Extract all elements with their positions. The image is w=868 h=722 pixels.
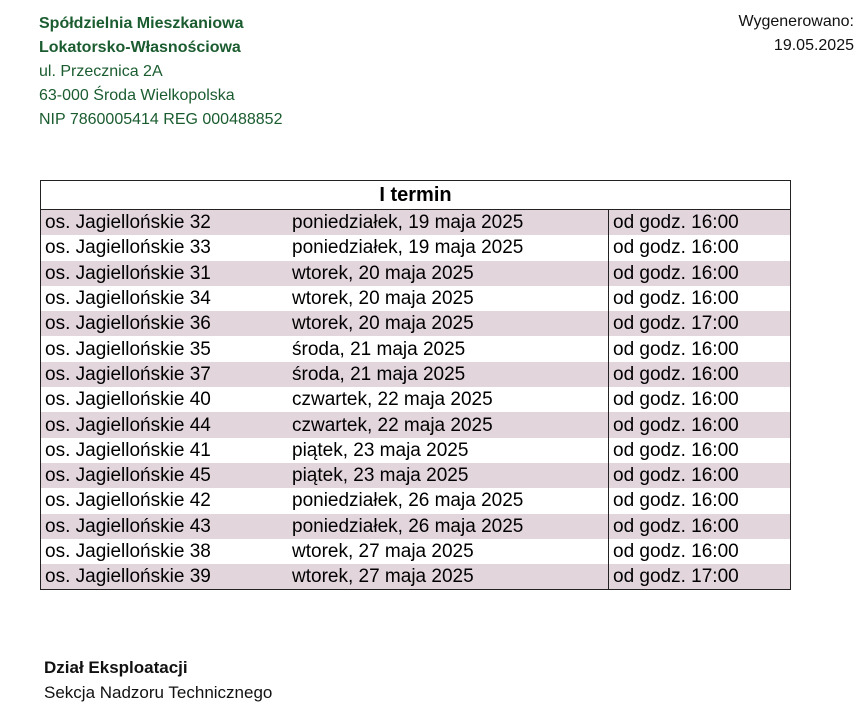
address-cell: os. Jagiellońskie 44 [41, 412, 289, 437]
generated-date: 19.05.2025 [773, 37, 854, 54]
time-cell: od godz. 16:00 [609, 286, 791, 311]
time-cell: od godz. 16:00 [609, 387, 791, 412]
time-cell: od godz. 16:00 [609, 463, 791, 488]
address-cell: os. Jagiellońskie 42 [45, 490, 211, 512]
address-cell: os. Jagiellońskie 41 [45, 439, 211, 461]
table-row [41, 286, 791, 311]
organization-header [39, 12, 282, 132]
table-row [41, 210, 791, 236]
org-name-line2: Lokatorsko-Własnościowa [39, 39, 241, 56]
date-cell: środa, 21 maja 2025 [288, 362, 609, 387]
org-street: ul. Przecznica 2A [39, 63, 163, 80]
table-row [41, 539, 791, 564]
address-cell: os. Jagiellońskie 40 [45, 389, 211, 411]
date-cell: wtorek, 20 maja 2025 [292, 288, 474, 310]
table-row [41, 463, 791, 488]
org-city: 63-000 Środa Wielkopolska [39, 87, 235, 104]
table-row [41, 311, 791, 336]
date-cell: czwartek, 22 maja 2025 [292, 389, 493, 411]
time-cell: od godz. 17:00 [609, 564, 791, 590]
time-cell: od godz. 16:00 [609, 336, 791, 361]
table-row [41, 564, 791, 590]
schedule-title: I termin [41, 181, 791, 210]
table-row [41, 387, 791, 412]
address-cell: os. Jagiellońskie 35 [45, 338, 211, 360]
date-cell: wtorek, 27 maja 2025 [288, 564, 609, 590]
table-row [41, 362, 791, 387]
table-row [41, 261, 791, 286]
date-cell: środa, 21 maja 2025 [292, 338, 466, 360]
date-cell: poniedziałek, 26 maja 2025 [292, 490, 524, 512]
date-cell: piątek, 23 maja 2025 [288, 463, 609, 488]
footer-signature [44, 655, 272, 705]
table-row [41, 488, 791, 513]
time-cell: od godz. 17:00 [609, 311, 791, 336]
address-cell: os. Jagiellońskie 43 [41, 514, 289, 539]
time-cell: od godz. 16:00 [609, 412, 791, 437]
org-ids: NIP 7860005414 REG 000488852 [39, 111, 283, 128]
generated-label: Wygenerowano: [738, 13, 854, 30]
footer-section: Sekcja Nadzoru Technicznego [44, 683, 273, 702]
address-cell: os. Jagiellońskie 45 [41, 463, 289, 488]
table-row [41, 235, 791, 260]
address-cell: os. Jagiellońskie 36 [41, 311, 289, 336]
table-row [41, 438, 791, 463]
address-cell: os. Jagiellońskie 34 [45, 288, 211, 310]
table-row [41, 336, 791, 361]
time-cell: od godz. 16:00 [609, 488, 791, 513]
date-cell: wtorek, 20 maja 2025 [288, 311, 609, 336]
time-cell: od godz. 16:00 [609, 362, 791, 387]
time-cell: od godz. 16:00 [609, 438, 791, 463]
date-cell: czwartek, 22 maja 2025 [288, 412, 609, 437]
address-cell: os. Jagiellońskie 33 [45, 237, 211, 259]
date-cell: poniedziałek, 19 maja 2025 [292, 237, 524, 259]
org-name-line1: Spółdzielnia Mieszkaniowa [39, 15, 244, 32]
generated-info [739, 10, 854, 58]
schedule-table [40, 180, 791, 590]
date-cell: wtorek, 27 maja 2025 [292, 541, 474, 562]
address-cell: os. Jagiellońskie 39 [41, 564, 289, 590]
time-cell: od godz. 16:00 [609, 261, 791, 286]
schedule-body [41, 210, 791, 590]
date-cell: wtorek, 20 maja 2025 [288, 261, 609, 286]
date-cell: poniedziałek, 26 maja 2025 [288, 514, 609, 539]
date-cell: poniedziałek, 19 maja 2025 [288, 210, 609, 236]
date-cell: piątek, 23 maja 2025 [292, 439, 469, 461]
footer-department: Dział Eksploatacji [44, 658, 188, 677]
table-row [41, 412, 791, 437]
schedule-header-row [41, 181, 791, 210]
address-cell: os. Jagiellońskie 37 [41, 362, 289, 387]
address-cell: os. Jagiellońskie 31 [41, 261, 289, 286]
time-cell: od godz. 16:00 [609, 539, 791, 564]
time-cell: od godz. 16:00 [609, 210, 791, 236]
time-cell: od godz. 16:00 [609, 514, 791, 539]
address-cell: os. Jagiellońskie 32 [41, 210, 289, 236]
time-cell: od godz. 16:00 [609, 235, 791, 260]
address-cell: os. Jagiellońskie 38 [45, 541, 211, 562]
table-row [41, 514, 791, 539]
